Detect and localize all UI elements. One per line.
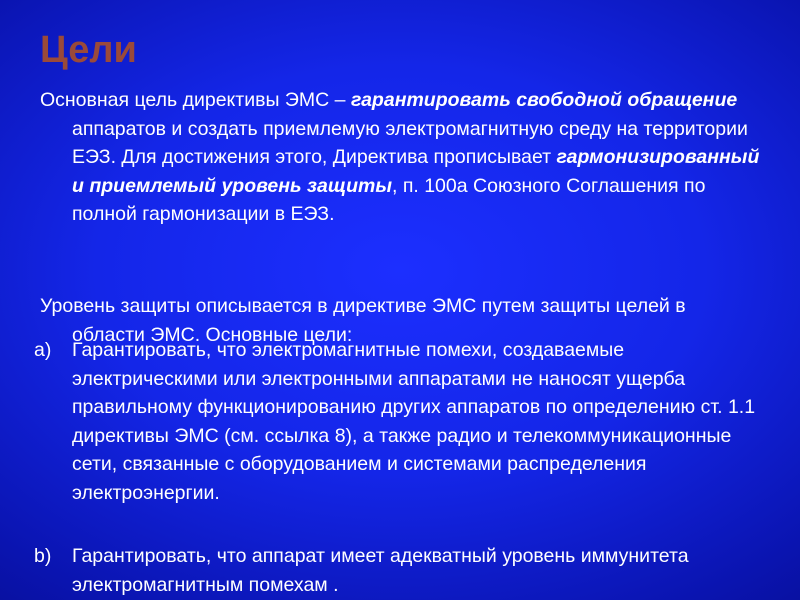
list-marker-b: b)	[34, 545, 52, 567]
protection-paragraph: Уровень защиты описывается в директиве ЭМС путем защиты целей в области ЭМС. Основные цели:	[40, 295, 686, 346]
goal-text-part-2: аппаратов и создать приемлемую электромагнитную среду на территории ЕЭЗ. Для достижения этого, Директива прописывает	[72, 117, 748, 168]
list-item-text-b: Гарантировать, что аппарат имеет адекватный уровень иммунитета электромагнитным помехам .	[72, 545, 689, 596]
list-marker-a: a)	[34, 339, 52, 361]
list-item-text-a: Гарантировать, что электромагнитные помехи, создаваемые электрическими или электронными аппаратами не наносят ущерба правильному функционированию других аппаратов по определению ст. 1.1 директивы ЭМС (см. ссылка 8), а также радио и телекоммуникационные сети, связанные с оборудованием и системами распределения электроэнергии.	[72, 339, 756, 504]
slide-title: Цели	[40, 29, 137, 71]
goal-list-item-b	[34, 542, 760, 599]
goal-emphasis-free-circulation: гарантировать свободной обращение	[350, 89, 738, 111]
goal-list-item-a	[34, 336, 760, 507]
goal-paragraph	[40, 86, 760, 229]
goal-text-part-1: Основная цель директивы ЭМС –	[40, 89, 351, 111]
goal-text-part-3: , п. 100а Союзного Соглашения по полной гармонизации в ЕЭЗ.	[72, 174, 706, 225]
goal-emphasis-protection-level: гармонизированный и приемлемый уровень защиты	[72, 146, 760, 197]
